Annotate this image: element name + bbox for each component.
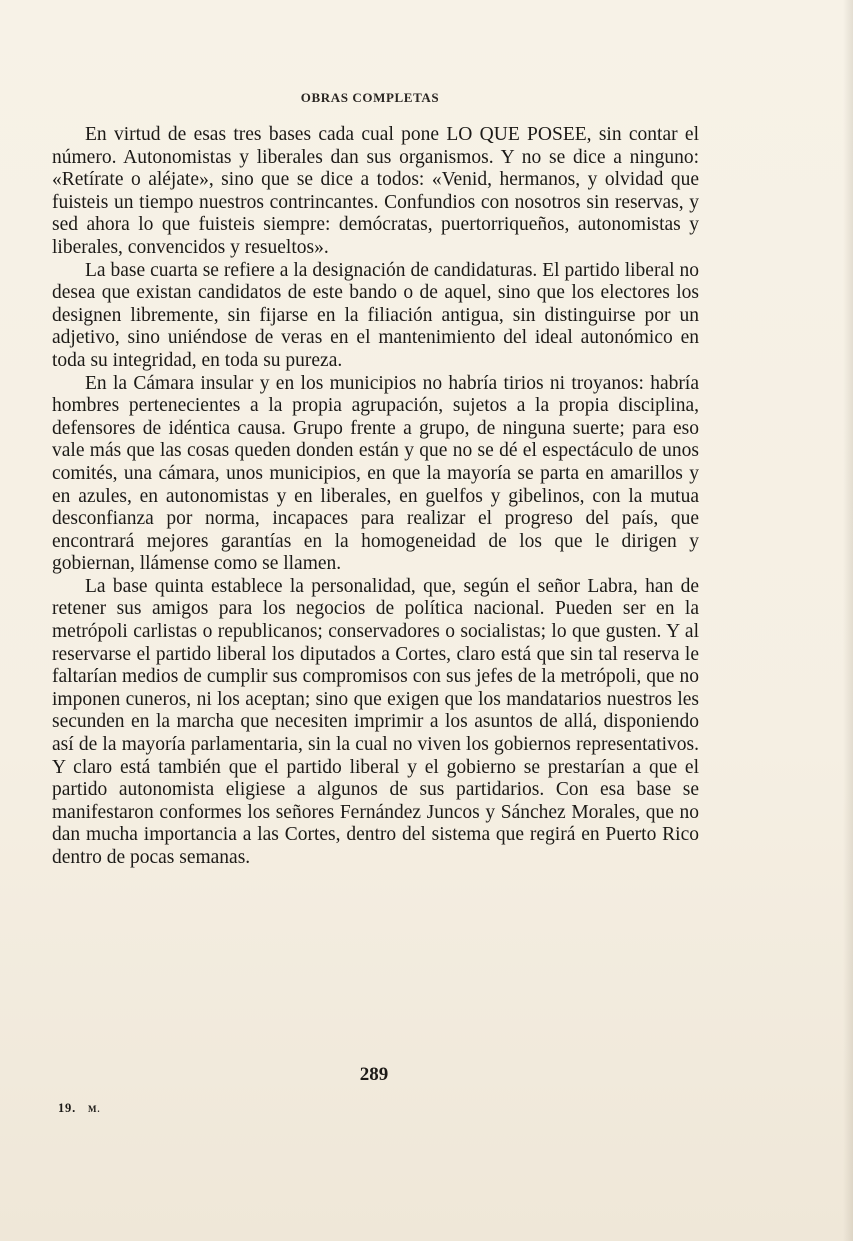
signature-number: 19. [58, 1101, 77, 1115]
paragraph-4: La base quinta establece la personalidad, que, según el señor Labra, han de retener sus amigos para los negocios de política nacional. Pueden ser en la metrópoli carlistas o republicanos; conservadores o socialistas; lo que gusten. Y al reservarse el partido liberal los diputados a Cortes, claro está que sin tal reserva le faltarían medios de cumplir sus compromisos con sus jefes de la metrópoli, que no imponen cuneros, ni los aceptan; sino que exigen que los mandatarios nuestros les secunden en la marcha que necesiten imprimir a los asuntos de allá, disponiendo así de la mayoría parlamentaria, sin la cual no viven los gobiernos representativos. Y claro está también que el partido liberal y el gobierno se prestarían a que el partido autonomista eligiese a algunos de sus partidarios. Con esa base se manifestaron conformes los señores Fernández Juncos y Sánchez Morales, que no dan mucha importancia a las Cortes, dentro del sistema que regirá en Puerto Rico dentro de pocas semanas. [52, 575, 699, 868]
body-text [52, 124, 699, 870]
paragraph-3: En la Cámara insular y en los municipios no habría tirios ni troyanos: habría hombres pertenecientes a la propia agrupación, sujetos a la propia disciplina, defensores de idéntica causa. Grupo frente a grupo, de ninguna suerte; para eso vale más que las cosas queden donden están y que no se dé el espectáculo de unos comités, una cámara, unos municipios, en que la mayoría se parta en amarillos y en azules, en autonomistas y en liberales, en guelfos y gibelinos, con la mutua desconfianza por norma, incapaces para realizar el progreso del país, que encontrará mejores garantías en la homogeneidad de los que le dirigen y gobiernan, llámense como se llamen. [52, 372, 699, 575]
printer-signature [58, 1101, 100, 1116]
signature-letter: M. [88, 1104, 101, 1114]
paragraph-2: La base cuarta se refiere a la designación de candidaturas. El partido liberal no desea que existan candidatos de este bando o de aquel, sino que los electores los designen libremente, sin fijarse en la filiación antigua, sin distinguirse por un adjetivo, sino uniéndose de veras en el mantenimiento del ideal autonómico en toda su integridad, en toda su pureza. [52, 259, 699, 371]
page-number: 289 [359, 1064, 389, 1085]
running-title: OBRAS COMPLETAS [300, 90, 440, 105]
paragraph-1: En virtud de esas tres bases cada cual pone LO QUE POSEE, sin contar el número. Autonomistas y liberales dan sus organismos. Y no se dice a ninguno: «Retírate o aléjate», sino que se dice a todos: «Venid, hermanos, y olvidad que fuisteis un tiempo nuestros contrincantes. Confundios con nosotros sin reservas, y sed ahora lo que fuisteis siempre: demócratas, puertorriqueños, autonomistas y liberales, convencidos y resueltos». [52, 124, 699, 258]
page-edge-shadow [843, 0, 853, 1241]
